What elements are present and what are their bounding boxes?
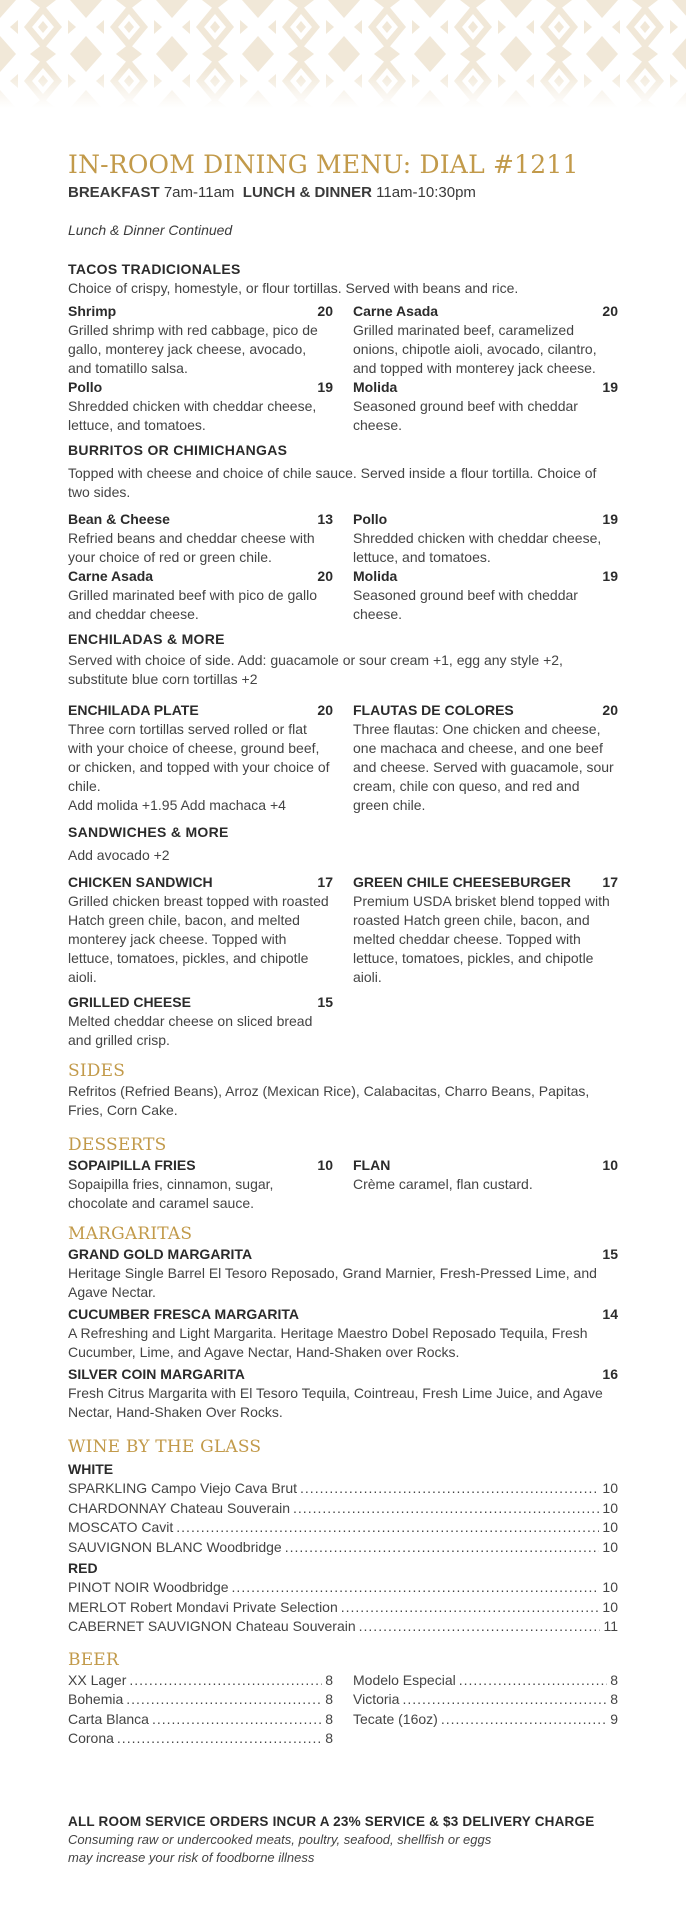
menu-item	[353, 510, 618, 567]
sides-heading: SIDES	[68, 1061, 126, 1081]
sandwiches-note: Add avocado +2	[68, 847, 170, 863]
wine-name: MOSCATO Cavit	[68, 1519, 174, 1535]
beer-heading: BEER	[68, 1649, 119, 1670]
burritos-grid	[68, 506, 618, 624]
enchiladas-heading: ENCHILADAS & MORE	[68, 631, 225, 647]
wine-price: 10	[602, 1519, 618, 1535]
item-price: 10	[317, 1157, 333, 1173]
menu-item	[68, 378, 333, 435]
item-desc: Shredded chicken with cheddar cheese, lettuce, and tomatoes.	[68, 398, 317, 433]
wine-price: 10	[602, 1480, 618, 1496]
lunch-dinner-label: LUNCH & DINNER	[242, 184, 372, 201]
wine-price: 11	[603, 1618, 618, 1634]
wine-name: SPARKLING Campo Viejo Cava Brut	[68, 1480, 298, 1496]
beer-line	[353, 1690, 618, 1710]
item-desc: Shredded chicken with cheddar cheese, lettuce, and tomatoes.	[353, 530, 602, 565]
beer-name: XX Lager	[68, 1671, 127, 1688]
menu-item	[353, 873, 618, 987]
wine-name: CABERNET SAUVIGNON Chateau Souverain	[68, 1618, 356, 1634]
sandwiches-grid	[68, 869, 618, 1050]
sides-text: Refritos (Refried Beans), Arroz (Mexican Rice), Calabacitas, Charro Beans, Papitas, Fries, Corn Cake.	[68, 1083, 590, 1118]
decorative-pattern-banner	[0, 0, 686, 108]
beer-price: 8	[325, 1691, 333, 1707]
breakfast-hours: 7am-11am	[163, 184, 235, 201]
wine-line	[68, 1538, 618, 1558]
desserts-grid	[68, 1156, 618, 1213]
menu-page	[68, 150, 618, 1749]
item-desc: Three flautas: One chicken and cheese, one machaca and cheese, and one beef and cheese. Served with guacamole, sour cream, chile con queso, and red and green chile.	[353, 721, 614, 813]
desserts-heading: DESSERTS	[68, 1135, 167, 1155]
beer-line	[68, 1690, 333, 1710]
wine-line	[68, 1578, 618, 1598]
item-desc: Crème caramel, flan custard.	[353, 1176, 533, 1192]
service-charge-notice: ALL ROOM SERVICE ORDERS INCUR A 23% SERVICE & $3 DELIVERY CHARGE	[68, 1814, 595, 1829]
wine-price: 10	[602, 1579, 618, 1595]
item-price: 17	[317, 874, 333, 890]
item-desc: Melted cheddar cheese on sliced bread and grilled crisp.	[68, 1013, 313, 1048]
item-name: CUCUMBER FRESCA MARGARITA	[68, 1306, 299, 1322]
menu-item	[353, 1156, 618, 1213]
beer-column-left	[68, 1671, 333, 1749]
margaritas-heading: MARGARITAS	[68, 1224, 193, 1244]
beer-name: Carta Blanca	[68, 1710, 149, 1727]
beer-name: Modelo Especial	[353, 1671, 456, 1688]
sandwiches-heading: SANDWICHES & MORE	[68, 824, 229, 840]
beer-line	[68, 1729, 333, 1749]
item-price: 19	[602, 511, 618, 527]
wine-name: PINOT NOIR Woodbridge	[68, 1579, 229, 1595]
item-desc: Grilled marinated beef with pico de gallo and cheddar cheese.	[68, 587, 318, 622]
wine-white-label: WHITE	[68, 1461, 114, 1477]
wine-price: 10	[602, 1598, 618, 1615]
item-price: 14	[602, 1306, 618, 1322]
burritos-heading: BURRITOS OR CHIMICHANGAS	[68, 442, 288, 458]
wine-name: MERLOT Robert Mondavi Private Selection	[68, 1598, 338, 1615]
item-name: Pollo	[68, 379, 103, 395]
menu-item	[68, 1365, 618, 1422]
tacos-heading: TACOS TRADICIONALES	[68, 261, 241, 277]
wine-line	[68, 1479, 618, 1499]
footer	[68, 1812, 628, 1867]
item-name: SOPAIPILLA FRIES	[68, 1157, 196, 1173]
wine-line	[68, 1598, 618, 1618]
item-desc: Grilled marinated beef, caramelized onions, chipotle aioli, avocado, cilantro, and topped with monterey jack cheese.	[353, 322, 597, 376]
wine-red-label: RED	[68, 1560, 98, 1576]
wine-price: 10	[602, 1538, 618, 1555]
enchiladas-note: Served with choice of side. Add: guacamole or sour cream +1, egg any style +2, substitute blue corn tortillas +2	[68, 652, 563, 687]
menu-item	[68, 873, 333, 987]
item-desc: Seasoned ground beef with cheddar cheese.	[353, 398, 578, 433]
item-name: Bean & Cheese	[68, 511, 170, 527]
menu-item	[353, 701, 618, 815]
item-name: FLAUTAS DE COLORES	[353, 702, 514, 718]
item-price: 19	[602, 379, 618, 395]
item-name: Carne Asada	[353, 303, 439, 319]
food-warning-line-1: Consuming raw or undercooked meats, poultry, seafood, shellfish or eggs	[68, 1832, 492, 1847]
item-name: GREEN CHILE CHEESEBURGER	[353, 874, 571, 890]
menu-item	[68, 1245, 618, 1302]
menu-item	[353, 567, 618, 624]
beer-name: Tecate (16oz)	[353, 1710, 438, 1727]
item-name: Shrimp	[68, 303, 117, 319]
beer-name: Corona	[68, 1730, 114, 1746]
item-name: GRILLED CHEESE	[68, 994, 191, 1010]
tacos-note: Choice of crispy, homestyle, or flour tortillas. Served with beans and rice.	[68, 280, 519, 296]
item-desc: A Refreshing and Light Margarita. Heritage Maestro Dobel Reposado Tequila, Fresh Cucumber, Lime, and Agave Nectar, Hand-Shaken over Rocks.	[68, 1325, 588, 1360]
wine-price: 10	[602, 1499, 618, 1516]
beer-price: 8	[325, 1710, 333, 1727]
item-desc: Fresh Citrus Margarita with El Tesoro Tequila, Cointreau, Fresh Lime Juice, and Agave Nectar, Hand-Shaken Over Rocks.	[68, 1385, 603, 1420]
menu-item	[68, 302, 333, 378]
item-desc: Sopaipilla fries, cinnamon, sugar, chocolate and caramel sauce.	[68, 1176, 274, 1211]
item-price: 20	[317, 568, 333, 584]
item-extra: Add molida +1.95 Add machaca +4	[68, 797, 286, 813]
item-name: GRAND GOLD MARGARITA	[68, 1246, 253, 1262]
beer-column-right	[353, 1671, 618, 1749]
item-price: 19	[602, 568, 618, 584]
menu-item	[353, 302, 618, 378]
item-name: Molida	[353, 568, 398, 584]
menu-item	[68, 701, 333, 815]
item-price: 15	[317, 994, 333, 1010]
beer-line	[353, 1671, 618, 1691]
item-desc: Seasoned ground beef with cheddar cheese.	[353, 587, 578, 622]
beer-grid	[68, 1671, 618, 1749]
item-price: 15	[602, 1246, 618, 1262]
item-price: 19	[317, 379, 333, 395]
item-name: SILVER COIN MARGARITA	[68, 1366, 245, 1382]
wine-line	[68, 1499, 618, 1519]
item-name: Pollo	[353, 511, 388, 527]
menu-item	[68, 567, 333, 624]
service-hours	[68, 182, 618, 204]
menu-item	[68, 993, 333, 1050]
wine-line	[68, 1518, 618, 1538]
item-desc: Premium USDA brisket blend topped with roasted Hatch green chile, bacon, and melted cheddar cheese. Topped with lettuce, tomatoes, pickles, and chipotle aioli.	[353, 893, 610, 985]
item-name: Carne Asada	[68, 568, 154, 584]
menu-item	[68, 1156, 333, 1213]
item-name: ENCHILADA PLATE	[68, 702, 199, 718]
item-desc: Grilled chicken breast topped with roasted Hatch green chile, bacon, and melted monterey jack cheese. Topped with lettuce, tomatoes, pickles, and chipotle aioli.	[68, 893, 329, 985]
item-price: 16	[602, 1366, 618, 1382]
item-price: 20	[317, 702, 333, 718]
beer-line	[68, 1710, 333, 1730]
item-price: 13	[317, 511, 333, 527]
item-name: Molida	[353, 379, 398, 395]
menu-title: IN-ROOM DINING MENU: DIAL #1211	[68, 150, 579, 179]
beer-price: 9	[610, 1710, 618, 1727]
item-price: 20	[602, 303, 618, 319]
item-price: 10	[602, 1157, 618, 1173]
wine-name: CHARDONNAY Chateau Souverain	[68, 1499, 291, 1516]
beer-name: Victoria	[353, 1691, 400, 1707]
item-name: CHICKEN SANDWICH	[68, 874, 213, 890]
item-desc: Heritage Single Barrel El Tesoro Reposado, Grand Marnier, Fresh-Pressed Lime, and Agave Nectar.	[68, 1265, 597, 1300]
item-price: 17	[602, 874, 618, 890]
tacos-grid	[68, 298, 618, 435]
beer-line	[68, 1671, 333, 1691]
enchiladas-grid	[68, 697, 618, 815]
lunch-dinner-hours: 11am-10:30pm	[376, 184, 476, 201]
beer-price: 8	[325, 1730, 333, 1746]
menu-item	[68, 1305, 618, 1362]
beer-price: 8	[610, 1691, 618, 1707]
beer-name: Bohemia	[68, 1691, 124, 1707]
item-name: FLAN	[353, 1157, 391, 1173]
item-desc: Refried beans and cheddar cheese with your choice of red or green chile.	[68, 530, 315, 565]
food-warning-line-2: may increase your risk of foodborne illness	[68, 1850, 315, 1865]
item-desc: Grilled shrimp with red cabbage, pico de gallo, monterey jack cheese, avocado, and tomatillo salsa.	[68, 322, 318, 376]
menu-item	[68, 510, 333, 567]
menu-item	[353, 378, 618, 435]
beer-price: 8	[325, 1671, 333, 1688]
breakfast-label: BREAKFAST	[68, 184, 160, 201]
beer-line	[353, 1710, 618, 1730]
item-price: 20	[602, 702, 618, 718]
wine-name: SAUVIGNON BLANC Woodbridge	[68, 1538, 282, 1555]
aztec-pattern-graphic	[0, 0, 686, 108]
wine-line	[68, 1617, 618, 1637]
wine-heading: WINE BY THE GLASS	[68, 1437, 262, 1457]
continued-note: Lunch & Dinner Continued	[68, 222, 233, 238]
beer-price: 8	[610, 1671, 618, 1688]
item-price: 20	[317, 303, 333, 319]
item-desc: Three corn tortillas served rolled or flat with your choice of cheese, ground beef, or chicken, and topped with your choice of chile.	[68, 721, 330, 794]
burritos-note: Topped with cheese and choice of chile sauce. Served inside a flour tortilla. Choice of two sides.	[68, 465, 597, 500]
